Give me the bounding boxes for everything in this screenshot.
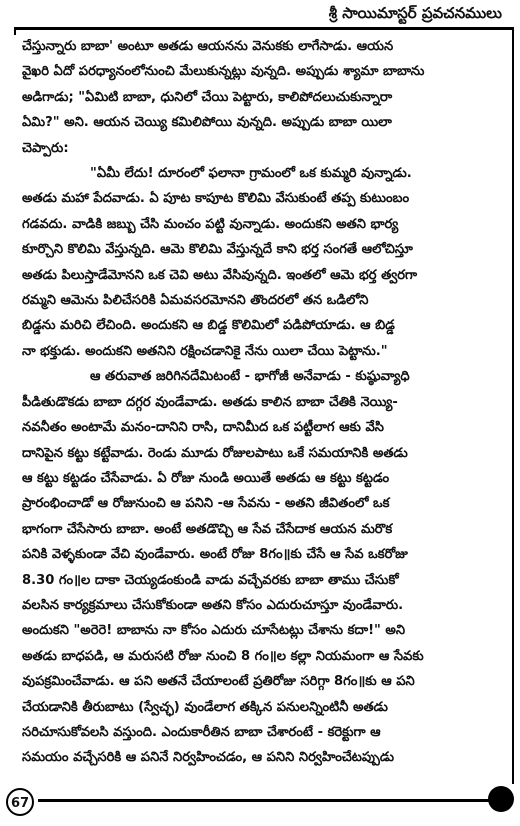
text-line: అతడు మహా పేదవాడు. ఏ పూట కాపూట కొలిమి వేసుకుంటే తప్ప కుటుంబం [22, 191, 410, 207]
text-line: రమ్మని ఆమెను పిలిచేసరికి ఏమవసరమోనని తొందరలో తన ఒడిలోని [22, 293, 369, 309]
book-title: శ్రీ సాయిమాస్టర్ ప్రవచనములు [328, 4, 502, 22]
text-line: చేయడానికి తీరుబాటు (స్వేచ్ఛ) వుండేలాగ తక్కిన పనులన్నింటినీ అతడు [22, 699, 388, 715]
text-line: చెప్పారు: [22, 140, 69, 156]
page-number: 67 [6, 788, 34, 816]
right-margin-rule [512, 34, 514, 784]
text-line: ప్రారంభించాడో ఆ రోజునుంచి ఆ పనిని -ఆ సేవను - అతని జీవితంలో ఒక [22, 496, 390, 512]
text-line: వుపక్రమించేవాడు. ఆ పని అతనే చేయాలంటే ప్రతిరోజు సరిగ్గా 8గం॥కు ఆ పని [22, 674, 415, 690]
text-line: ఆ తరువాత జరిగినదేమిటంటే - భాగోజీ అనేవాడు - కుష్ఠువ్యాధి [90, 369, 410, 385]
text-line: పనికి వెళ్ళకుండా వేచి వుండేవారు. అంటే రోజు 8గం॥కు చేసే ఆ సేవ ఒకరోజు [22, 547, 408, 563]
text-line: అతడు పిలుస్తాడేమోనని ఒక చెవి అటు వేసివున్నది. ఇంతలో ఆమె భర్త త్వరగా [22, 267, 418, 283]
text-line: గడవదు. వాడికి జబ్బు చేసి మంచం పట్టి వున్నాడు. అందుకని అతని భార్య [22, 216, 399, 232]
text-line: అడిగాడు; "ఏమిటి బాబా, ధునిలో చేయి పెట్టారు, కాలిపోదలుచుకున్నారా [22, 89, 393, 105]
text-line: బిడ్డను మరిచి లేచింది. అందుకని ఆ బిడ్డ కొలిమిలో పడిపోయాడు. ఆ బిడ్డ [22, 318, 395, 334]
text-line: దానిపైన కట్టు కట్టేవాడు. రెండు మూడు రోజులపాటు ఒకే సమయానికి అతడు [22, 445, 408, 461]
text-line: భాగంగా చేసేసారు బాబా. అంటే అతడొచ్చి ఆ సేవ చేసేదాక ఆయన మరొక [22, 521, 393, 537]
header-rule [14, 27, 514, 30]
text-line: వైఖరి ఏదో పరధ్యానంలోనుంచి మేలుకున్నట్లు వున్నది. అప్పుడు శ్యామా బాబాను [22, 64, 425, 80]
footer-rule [38, 799, 494, 802]
text-line: అతడు బాధపడి, ఆ మరుసటి రోజు నుంచి 8 గం॥ల కల్లా నియమంగా ఆ సేవకు [22, 648, 424, 664]
text-line: సరిచూసుకోవలసి వస్తుంది. ఎందుకారీతిన బాబా చేశారంటే - కరెక్టుగా ఆ [22, 724, 381, 740]
text-line: సమయం వచ్చేసరికి ఆ పనినే నిర్వహించడం, ఆ పనిని నిర్వహించేటప్పుడు [22, 750, 395, 766]
text-line: ఏమి?" అని. ఆయన చెయ్యి కమిలిపోయి వున్నది. అప్పుడు బాబా యిలా [22, 115, 392, 131]
text-line: నా భక్తుడు. అందుకని అతనిని రక్షించడానికై నేను యిలా చేయి పెట్టాను." [22, 343, 388, 359]
page-body [22, 34, 502, 771]
text-line: వలసిన కార్యక్రమాలు చేసుకోకుండా అతని కోసం ఎదురుచూస్తూ వుండేవారు. [22, 597, 404, 613]
text-line: 8.30 గం॥ల దాకా చెయ్యడంకుండి వాడు వచ్చేవరకు బాబా తాము చేసుకో [22, 572, 399, 588]
text-line: అందుకని "అరెరె! బాబాను నా కోసం ఎదురు చూసేటట్లు చేశాను కదా!" అని [22, 623, 406, 639]
text-line: కూర్చొని కొలిమి వేస్తున్నది. ఆమె కొలిమి వేస్తున్నదే కాని భర్త సంగతే ఆలోచిస్తూ [22, 242, 413, 258]
header-rule-left-tick [14, 27, 16, 35]
text-line: పీడితుడొకడు బాబా దగ్గర వుండేవాడు. అతడు కాలిన బాబా చేతికి నెయ్యి- [22, 394, 398, 410]
text-line: నవనీతం అంటామే మనం-దానిని రాసి, దానిమీద ఒక పట్టీలాగ ఆకు వేసి [22, 420, 384, 436]
footer-ornament-dot [488, 786, 514, 812]
text-line: చేస్తున్నారు బాబా' అంటూ అతడు ఆయనను వెనుకకు లాగేసాడు. ఆయన [22, 39, 394, 54]
text-line: ఆ కట్టు కట్టడం చేసేవాడు. ఏ రోజు నుండి అయితే అతడు ఆ కట్టు కట్టడం [22, 470, 390, 486]
text-line: "ఏమీ లేదు! దూరంలో ఫలానా గ్రామంలో ఒక కుమ్మరి వున్నాడు. [90, 166, 412, 182]
